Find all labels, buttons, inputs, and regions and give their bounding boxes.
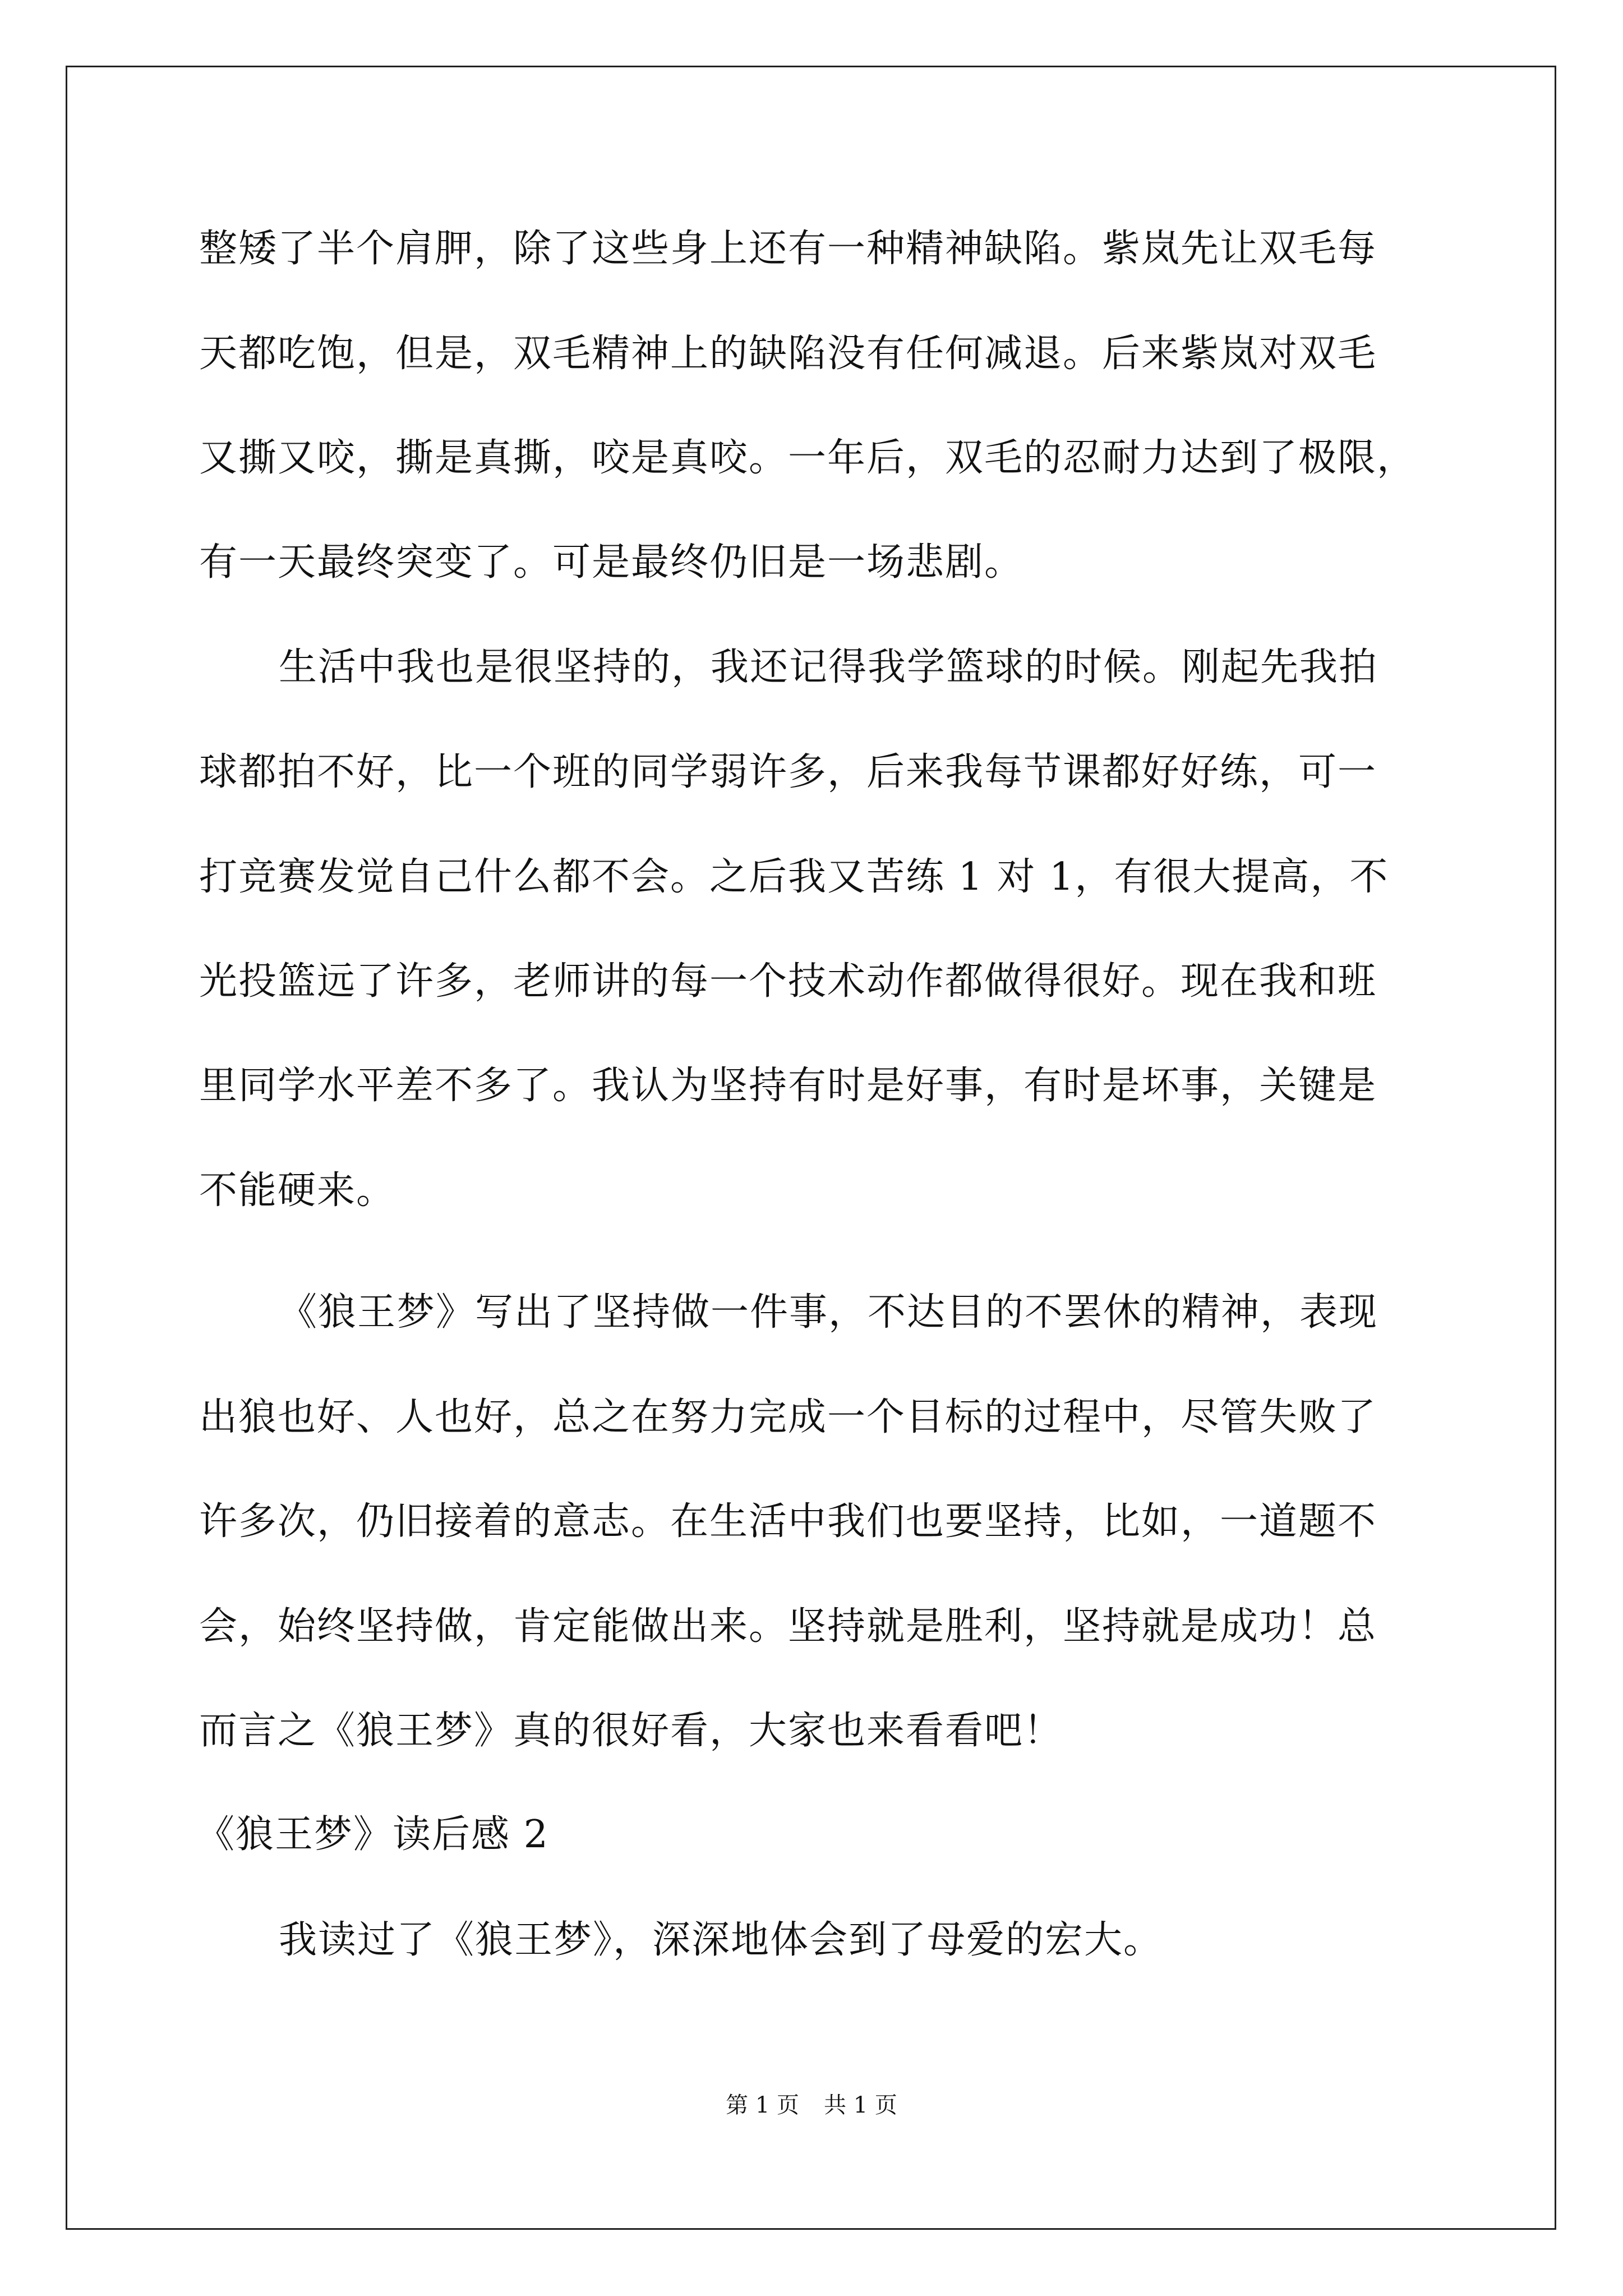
paragraph-1-line-3: 又撕又咬，撕是真撕，咬是真咬。一年后，双毛的忍耐力达到了极限， <box>199 436 1417 480</box>
paragraph-2-line-1: 生活中我也是很坚持的，我还记得我学篮球的时候。刚起先我拍 <box>279 645 1378 689</box>
paragraph-1-line-1: 整矮了半个肩胛，除了这些身上还有一种精神缺陷。紫岚先让双毛每 <box>199 227 1377 271</box>
paragraph-3-line-5: 而言之《狼王梦》真的很好看，大家也来看看吧！ <box>199 1709 1063 1753</box>
paragraph-2-line-2: 球都拍不好，比一个班的同学弱许多，后来我每节课都好好练，可一 <box>199 750 1377 794</box>
paragraph-2-line-4: 光投篮远了许多，老师讲的每一个技术动作都做得很好。现在我和班 <box>199 959 1377 1004</box>
page-border <box>66 66 1556 2230</box>
paragraph-3-line-3: 许多次，仍旧接着的意志。在生活中我们也要坚持，比如，一道题不 <box>199 1499 1377 1544</box>
paragraph-2-line-3: 打竞赛发觉自己什么都不会。之后我又苦练 1 对 1，有很大提高，不 <box>199 855 1389 899</box>
page-number: 第 1 页 <box>726 2092 799 2118</box>
paragraph-1-line-4: 有一天最终突变了。可是最终仍旧是一场悲剧。 <box>199 540 1024 585</box>
paragraph-4-line-1: 我读过了《狼王梦》，深深地体会到了母爱的宏大。 <box>279 1918 1163 1962</box>
paragraph-2-line-5: 里同学水平差不多了。我认为坚持有时是好事，有时是坏事，关键是 <box>199 1064 1377 1108</box>
paragraph-3-line-1: 《狼王梦》写出了坚持做一件事，不达目的不罢休的精神，表现 <box>279 1290 1378 1335</box>
paragraph-3-line-2: 出狼也好、人也好，总之在努力完成一个目标的过程中，尽管失败了 <box>199 1395 1377 1439</box>
section-heading: 《狼王梦》读后感 2 <box>196 1812 549 1857</box>
paragraph-2-line-6: 不能硬来。 <box>199 1168 396 1213</box>
paragraph-3-line-4: 会，始终坚持做，肯定能做出来。坚持就是胜利，坚持就是成功！总 <box>199 1604 1377 1649</box>
page-footer <box>0 2091 1623 2119</box>
page-total: 共 1 页 <box>824 2092 897 2118</box>
paragraph-1-line-2: 天都吃饱，但是，双毛精神上的缺陷没有任何减退。后来紫岚对双毛 <box>199 332 1377 376</box>
